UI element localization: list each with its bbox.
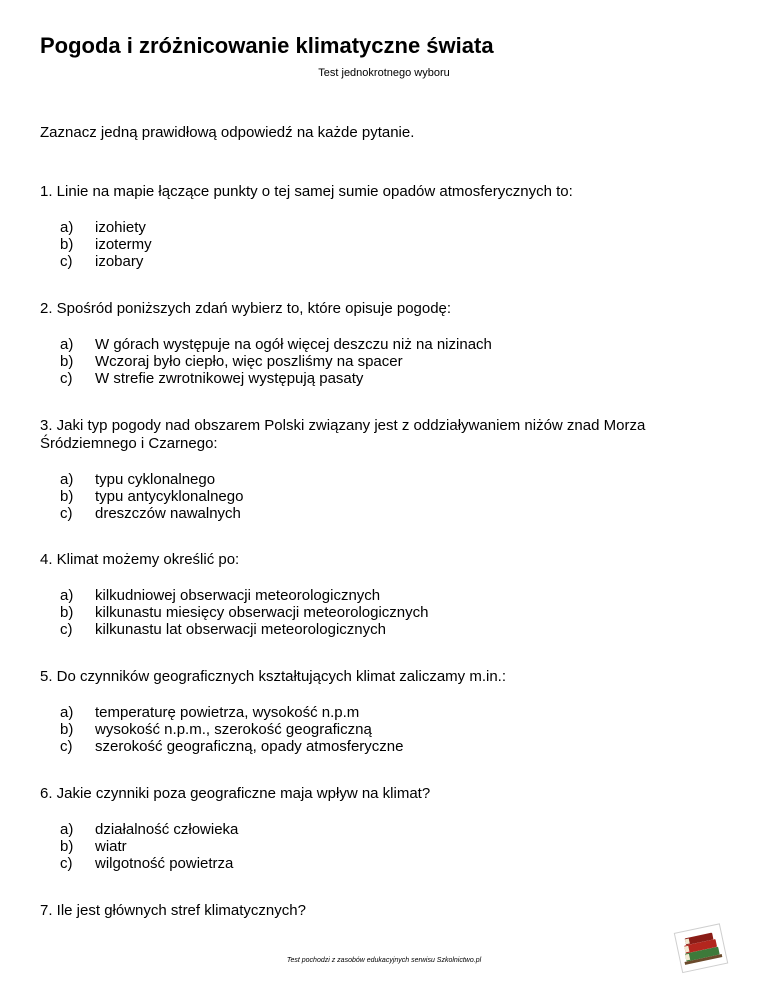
question-text: 5. Do czynników geograficznych kształtujących klimat zaliczamy m.in.: (40, 668, 506, 685)
option-text: izohiety (95, 219, 146, 236)
options-list (60, 704, 700, 755)
option-letter: b) (60, 604, 74, 621)
option-letter: a) (60, 821, 74, 838)
option-text: kilkunastu lat obserwacji meteorologicznych (95, 621, 386, 638)
question-text: 4. Klimat możemy określić po: (40, 551, 240, 568)
options-list (60, 587, 700, 638)
page-subtitle: Test jednokrotnego wyboru (318, 67, 450, 79)
option-a[interactable] (60, 471, 700, 488)
question-1 (40, 183, 700, 270)
question-text: 2. Spośród poniższych zdań wybierz to, które opisuje pogodę: (40, 300, 452, 317)
option-text: W górach występuje na ogół więcej deszczu niż na nizinach (95, 336, 492, 353)
options-list (60, 821, 700, 872)
question-text: 7. Ile jest głównych stref klimatycznych? (40, 902, 306, 919)
option-letter: a) (60, 704, 74, 721)
question-7 (40, 902, 700, 920)
option-letter: b) (60, 838, 74, 855)
option-text: dreszczów nawalnych (95, 505, 241, 522)
question-text: 6. Jakie czynniki poza geograficzne maja wpływ na klimat? (40, 785, 431, 802)
options-list (60, 471, 700, 522)
option-a[interactable] (60, 821, 700, 838)
option-b[interactable] (60, 838, 700, 855)
option-text: wysokość n.p.m., szerokość geograficzną (95, 721, 372, 738)
options-list (60, 336, 700, 387)
books-icon (672, 920, 732, 976)
option-text: szerokość geograficzną, opady atmosferyczne (95, 738, 404, 755)
option-text: typu antycyklonalnego (95, 488, 244, 505)
option-letter: a) (60, 219, 74, 236)
option-a[interactable] (60, 219, 700, 236)
option-text: wiatr (95, 838, 127, 855)
option-letter: c) (60, 738, 73, 755)
option-text: izotermy (95, 236, 152, 253)
question-4 (40, 551, 700, 638)
option-c[interactable] (60, 621, 700, 638)
option-c[interactable] (60, 855, 700, 872)
option-c[interactable] (60, 370, 700, 387)
option-c[interactable] (60, 253, 700, 270)
option-letter: c) (60, 370, 73, 387)
option-letter: c) (60, 855, 73, 872)
options-list (60, 219, 700, 270)
question-text: 3. Jaki typ pogody nad obszarem Polski związany jest z oddziaływaniem niżów znad Morza Śródziemnego i Czarnego: (40, 417, 646, 452)
option-letter: c) (60, 621, 73, 638)
option-text: wilgotność powietrza (95, 855, 234, 872)
option-letter: b) (60, 721, 74, 738)
page-title: Pogoda i zróżnicowanie klimatyczne świata (40, 33, 494, 58)
option-text: typu cyklonalnego (95, 471, 216, 488)
option-text: Wczoraj było ciepło, więc poszliśmy na spacer (95, 353, 403, 370)
footer-source: Test pochodzi z zasobów edukacyjnych serwisu Szkolnictwo.pl (286, 957, 482, 964)
instruction-text: Zaznacz jedną prawidłową odpowiedź na każde pytanie. (40, 124, 415, 141)
option-c[interactable] (60, 505, 700, 522)
option-b[interactable] (60, 604, 700, 621)
option-text: W strefie zwrotnikowej występują pasaty (95, 370, 364, 387)
option-b[interactable] (60, 721, 700, 738)
option-letter: a) (60, 336, 74, 353)
question-3 (40, 417, 700, 522)
option-letter: b) (60, 236, 74, 253)
option-letter: a) (60, 471, 74, 488)
question-text: 1. Linie na mapie łączące punkty o tej samej sumie opadów atmosferycznych to: (40, 183, 573, 200)
option-b[interactable] (60, 353, 700, 370)
option-letter: c) (60, 505, 73, 522)
option-b[interactable] (60, 488, 700, 505)
option-text: izobary (95, 253, 144, 270)
option-letter: b) (60, 488, 74, 505)
option-letter: a) (60, 587, 74, 604)
option-c[interactable] (60, 738, 700, 755)
question-2 (40, 300, 700, 387)
option-letter: c) (60, 253, 73, 270)
option-text: działalność człowieka (95, 821, 239, 838)
option-b[interactable] (60, 236, 700, 253)
option-text: kilkudniowej obserwacji meteorologicznych (95, 587, 381, 604)
option-text: temperaturę powietrza, wysokość n.p.m (95, 704, 360, 721)
question-5 (40, 668, 700, 755)
option-a[interactable] (60, 587, 700, 604)
question-6 (40, 785, 700, 872)
option-a[interactable] (60, 704, 700, 721)
option-letter: b) (60, 353, 74, 370)
option-text: kilkunastu miesięcy obserwacji meteorologicznych (95, 604, 429, 621)
option-a[interactable] (60, 336, 700, 353)
